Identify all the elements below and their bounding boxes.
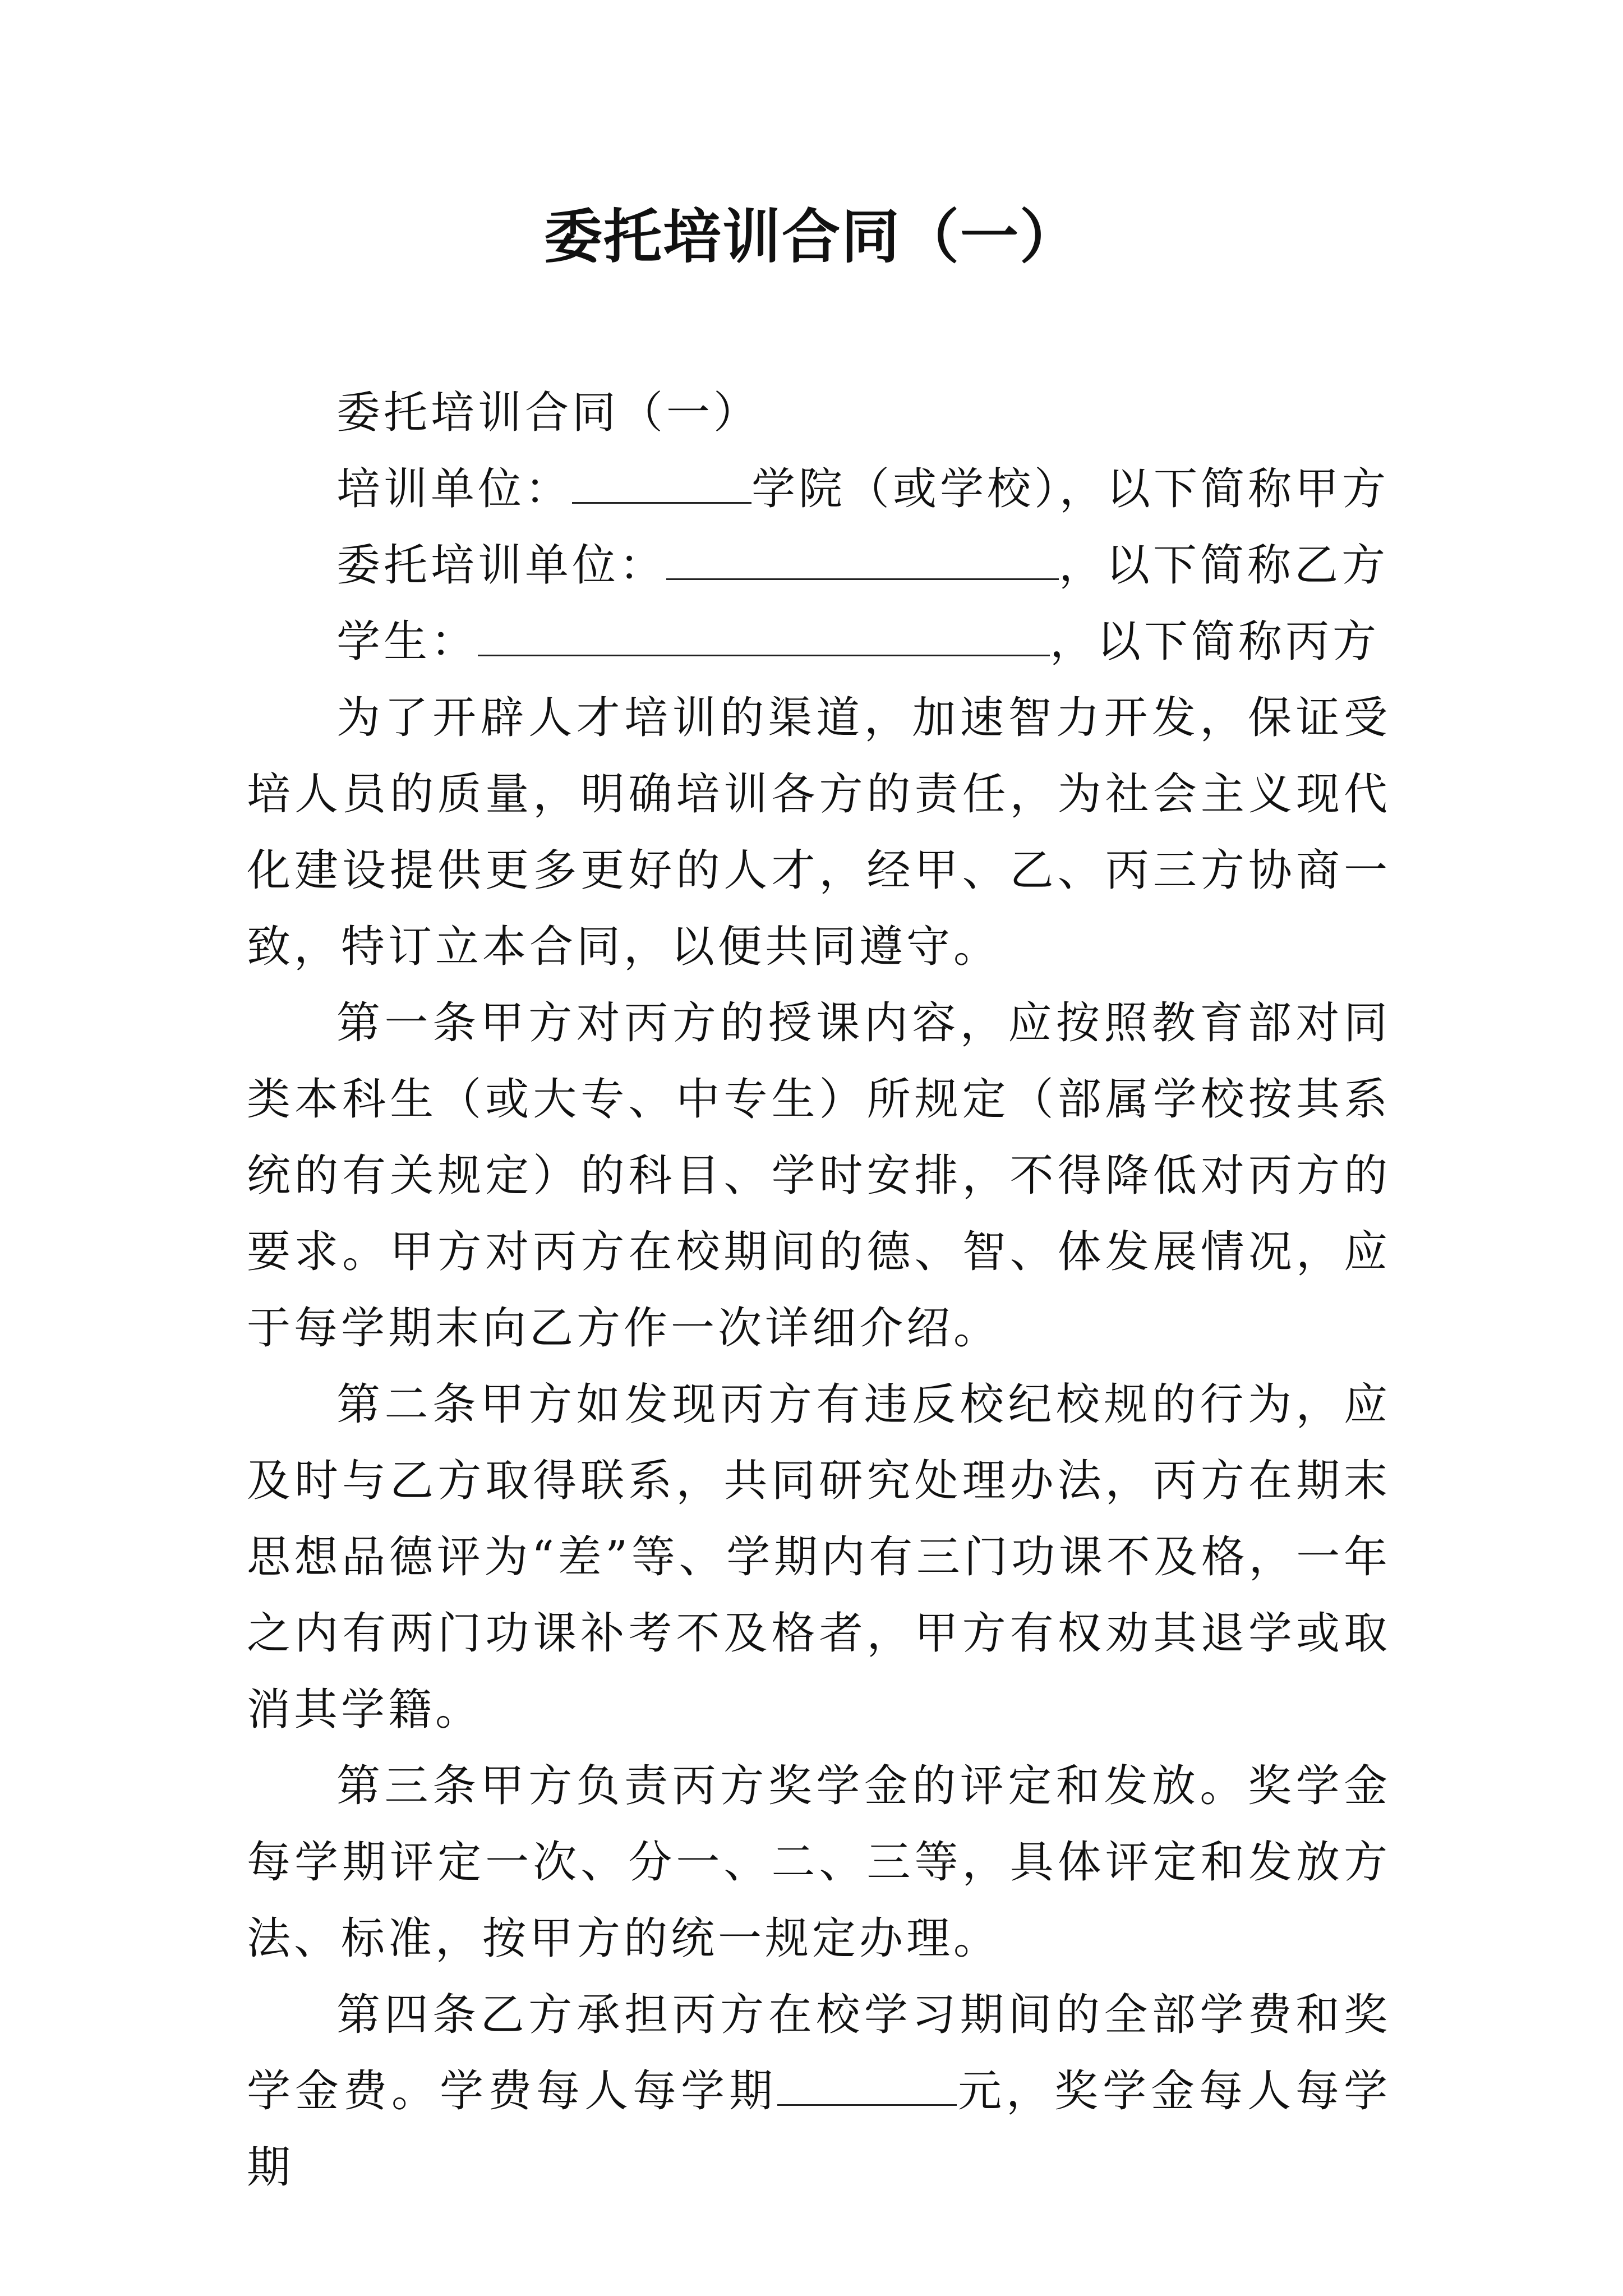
party-b-label: 委托培训单位：	[336, 540, 667, 591]
article-4	[247, 1977, 1391, 2206]
document-title: 委托培训合同（一）	[543, 202, 1079, 271]
party-c-line	[247, 604, 1391, 680]
header-line	[247, 375, 1391, 451]
party-b-line	[247, 527, 1391, 604]
party-a-blank	[572, 463, 751, 504]
article-3: 第三条甲方负责丙方奖学金的评定和发放。奖学金每学期评定一次、分一、二、三等，具体评定和发放方法、标准，按甲方的统一规定办理。	[247, 1761, 1391, 1964]
party-a-label: 培训单位：	[336, 464, 573, 514]
article-4-part-1: 第四条乙方承担丙方在校学习期间的全部学费和奖学金费。学费每人每学期	[247, 1990, 1391, 2116]
party-c-label: 学生：	[336, 616, 478, 667]
party-b-suffix: ，以下简称乙方	[1059, 540, 1389, 591]
preamble-paragraph: 为了开辟人才培训的渠道，加速智力开发，保证受培人员的质量，明确培训各方的责任，为社会主义现代化建设提供更多更好的人才，经甲、乙、丙三方协商一致，特订立本合同，以便共同遵守。	[247, 693, 1391, 972]
party-c-suffix: ，以下简称丙方	[1050, 616, 1380, 667]
party-b-blank	[666, 539, 1059, 580]
party-a-line	[247, 451, 1391, 527]
article-2: 第二条甲方如发现丙方有违反校纪校规的行为，应及时与乙方取得联系，共同研究处理办法，丙方在期末思想品德评为“差”等、学期内有三门功课不及格，一年之内有两门功课补考不及格者，甲方有权劝其退学或取消其学籍。	[247, 1379, 1391, 1735]
header-line-text: 委托培训合同（一）	[336, 388, 761, 438]
document-body	[247, 375, 1391, 2206]
article-4-part-2: 元，奖学金每人每学期	[247, 2066, 1391, 2193]
party-c-blank	[478, 615, 1050, 656]
party-a-suffix: 学院（或学校），以下简称甲方	[751, 464, 1390, 514]
tuition-blank	[777, 2065, 957, 2106]
article-1: 第一条甲方对丙方的授课内容，应按照教育部对同类本科生（或大专、中专生）所规定（部属学校按其系统的有关规定）的科目、学时安排，不得降低对丙方的要求。甲方对丙方在校期间的德、智、体发展情况，应于每学期末向乙方作一次详细介绍。	[247, 998, 1391, 1354]
